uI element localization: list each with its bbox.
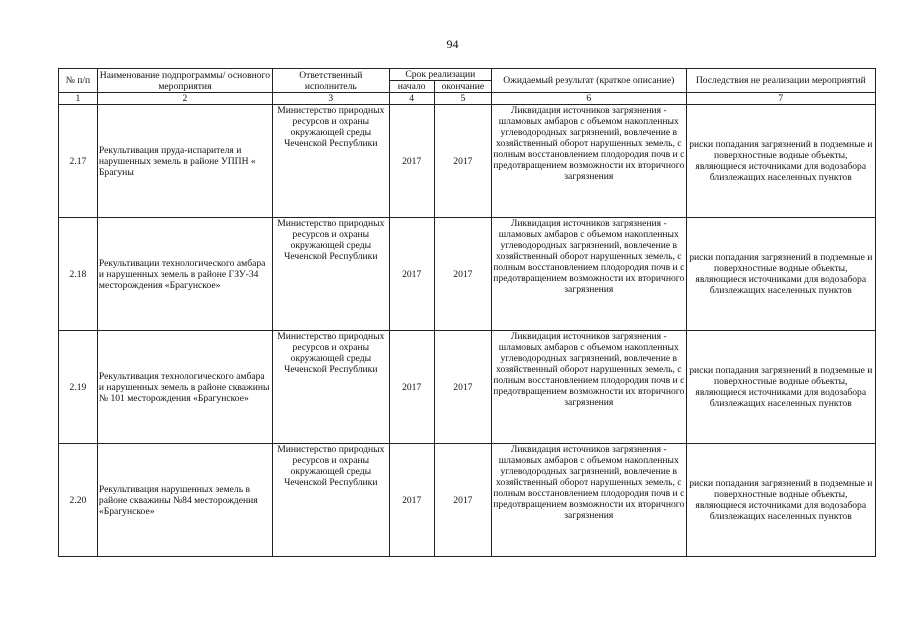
- page-number: 94: [446, 37, 459, 51]
- responsible-executor: Министерство природных ресурсов и охраны окружающей среды Чеченской Республики: [272, 105, 389, 218]
- expected-result: Ликвидация источников загрязнения - шламовых амбаров с объемом накопленных углеводородных загрязнений, вовлечение в хозяйственный оборот нарушенных земель, с полным восстановлением плодородия почв и с предотвращением возможности их вторичного загрязнения: [492, 444, 687, 557]
- header-num: № п/п: [59, 69, 98, 93]
- expected-result: Ликвидация источников загрязнения - шламовых амбаров с объемом накопленных углеводородных загрязнений, вовлечение в хозяйственный оборот нарушенных земель, с полным восстановлением плодородия почв и с предотвращением возможности их вторичного загрязнения: [492, 218, 687, 331]
- column-number: 5: [434, 93, 491, 105]
- start-year: 2017: [389, 218, 434, 331]
- program-activities-table: [58, 68, 876, 557]
- table-row: [59, 218, 876, 331]
- column-number: 6: [492, 93, 687, 105]
- column-number: 4: [389, 93, 434, 105]
- header-row: [59, 69, 876, 81]
- responsible-executor: Министерство природных ресурсов и охраны окружающей среды Чеченской Республики: [272, 218, 389, 331]
- end-year: 2017: [434, 105, 491, 218]
- header-period: Срок реализации: [389, 69, 491, 81]
- start-year: 2017: [389, 444, 434, 557]
- row-number: 2.17: [59, 105, 98, 218]
- header-consequences: Последствия не реализации мероприятий: [686, 69, 875, 93]
- end-year: 2017: [434, 444, 491, 557]
- non-implementation-consequences: риски попадания загрязнений в подземные и поверхностные водные объекты, являющиеся источниками для водозабора близлежащих населенных пунктов: [686, 331, 875, 444]
- end-year: 2017: [434, 331, 491, 444]
- column-number: 2: [97, 93, 272, 105]
- start-year: 2017: [389, 105, 434, 218]
- header-result: Ожидаемый результат (краткое описание): [492, 69, 687, 93]
- table-row: [59, 105, 876, 218]
- non-implementation-consequences: риски попадания загрязнений в подземные и поверхностные водные объекты, являющиеся источниками для водозабора близлежащих населенных пунктов: [686, 105, 875, 218]
- column-number-row: [59, 93, 876, 105]
- table-row: [59, 331, 876, 444]
- header-executor: Ответственный исполнитель: [272, 69, 389, 93]
- responsible-executor: Министерство природных ресурсов и охраны окружающей среды Чеченской Республики: [272, 444, 389, 557]
- header-name: Наименование подпрограммы/ основного мероприятия: [97, 69, 272, 93]
- expected-result: Ликвидация источников загрязнения - шламовых амбаров с объемом накопленных углеводородных загрязнений, вовлечение в хозяйственный оборот нарушенных земель, с полным восстановлением плодородия почв и с предотвращением возможности их вторичного загрязнения: [492, 105, 687, 218]
- activity-name: Рекультивация технологического амбара и нарушенных земель в районе скважины № 101 месторождения «Брагунское»: [97, 331, 272, 444]
- column-number: 3: [272, 93, 389, 105]
- activity-name: Рекультивация пруда-испарителя и нарушенных земель в районе УППН « Брагуны: [97, 105, 272, 218]
- table-row: [59, 444, 876, 557]
- activity-name: Рекультивация нарушенных земель в районе скважины №84 месторождения «Брагунское»: [97, 444, 272, 557]
- non-implementation-consequences: риски попадания загрязнений в подземные и поверхностные водные объекты, являющиеся источниками для водозабора близлежащих населенных пунктов: [686, 218, 875, 331]
- non-implementation-consequences: риски попадания загрязнений в подземные и поверхностные водные объекты, являющиеся источниками для водозабора близлежащих населенных пунктов: [686, 444, 875, 557]
- start-year: 2017: [389, 331, 434, 444]
- row-number: 2.19: [59, 331, 98, 444]
- activity-name: Рекультивации технологического амбара и нарушенных земель в районе ГЗУ-34 месторождения «Брагунское»: [97, 218, 272, 331]
- row-number: 2.20: [59, 444, 98, 557]
- header-start: начало: [389, 81, 434, 93]
- responsible-executor: Министерство природных ресурсов и охраны окружающей среды Чеченской Республики: [272, 331, 389, 444]
- end-year: 2017: [434, 218, 491, 331]
- expected-result: Ликвидация источников загрязнения - шламовых амбаров с объемом накопленных углеводородных загрязнений, вовлечение в хозяйственный оборот нарушенных земель, с полным восстановлением плодородия почв и с предотвращением возможности их вторичного загрязнения: [492, 331, 687, 444]
- row-number: 2.18: [59, 218, 98, 331]
- column-number: 7: [686, 93, 875, 105]
- header-end: окончание: [434, 81, 491, 93]
- column-number: 1: [59, 93, 98, 105]
